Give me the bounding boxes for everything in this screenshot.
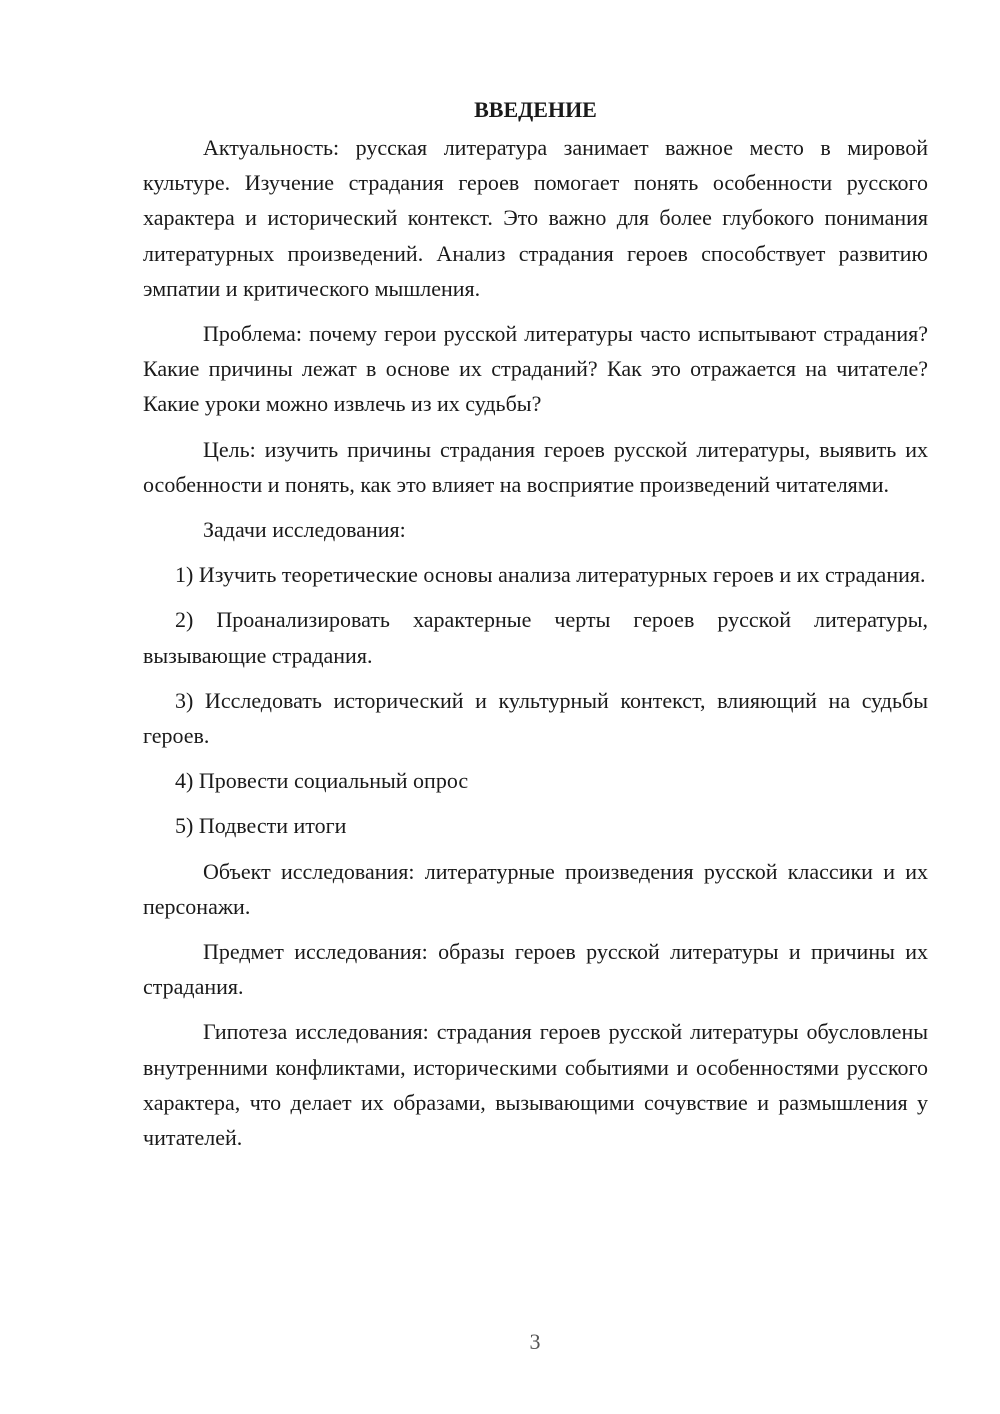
list-item: 1) Изучить теоретические основы анализа литературных героев и их страдания. [175,562,926,588]
hypothesis-paragraph: Гипотеза исследования: страдания героев русской литературы обусловлены внутренними конфликтами, историческими событиями и особенностями русского характера, что делает их образами, вызывающими сочувствие и размышления у читателей. [143,1019,928,1151]
tasks-heading: Задачи исследования: [203,517,406,543]
page-number: 3 [529,1329,541,1354]
list-item: 5) Подвести итоги [175,813,347,839]
relevance-paragraph: Актуальность: русская литература занимает важное место в мировой культуре. Изучение страдания героев помогает понять особенности русского характера и исторический контекст. Это важно для более глубокого понимания литературных произведений. Анализ страдания героев способствует развитию эмпатии и критического мышления. [143,135,928,301]
subject-paragraph: Предмет исследования: образы героев русской литературы и причины их страдания. [143,939,928,1000]
list-item: 2) Проанализировать характерные черты героев русской литературы, вызывающие страдания. [143,607,928,668]
goal-paragraph: Цель: изучить причины страдания героев русской литературы, выявить их особенности и понять, как это влияет на восприятие произведений читателями. [143,436,928,497]
object-paragraph: Объект исследования: литературные произведения русской классики и их персонажи. [143,858,928,919]
tasks-list [143,557,928,843]
list-item: 4) Провести социальный опрос [175,768,469,794]
page-body [143,92,928,1165]
page-title: ВВЕДЕНИЕ [474,97,597,122]
list-item: 3) Исследовать исторический и культурный контекст, влияющий на судьбы героев. [143,687,928,749]
problem-paragraph: Проблема: почему герои русской литературы часто испытывают страдания? Какие причины лежат в основе их страданий? Как это отражается на читателе? Какие уроки можно извлечь из их судьбы? [143,321,928,417]
